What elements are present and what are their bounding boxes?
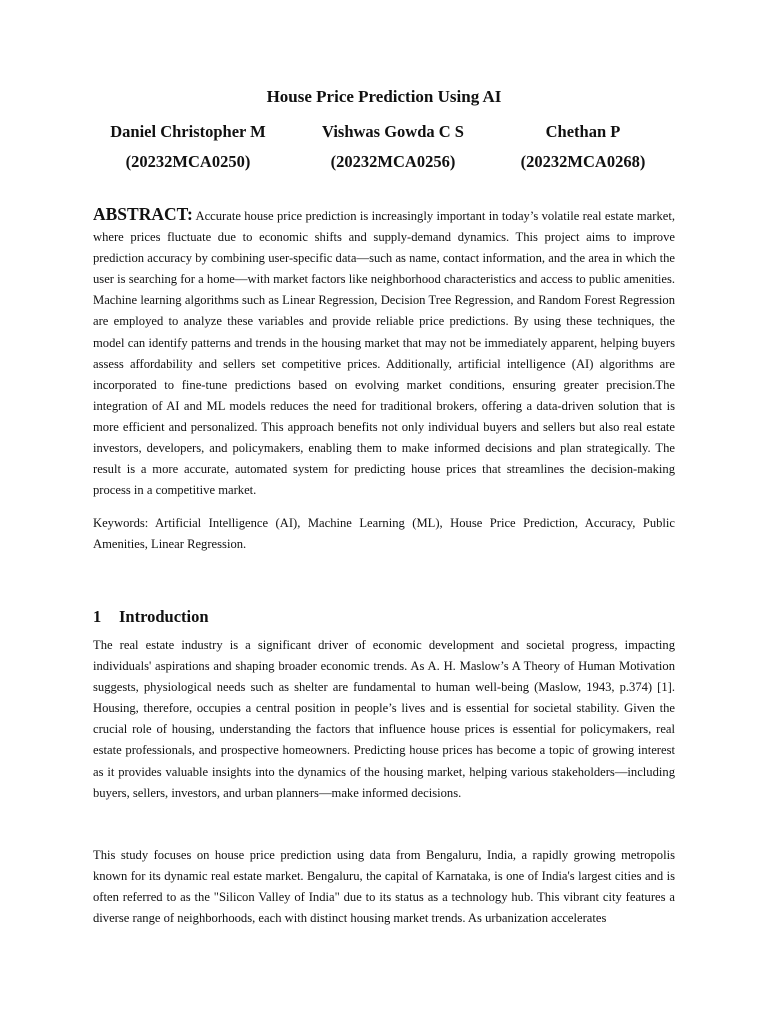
author-id: (20232MCA0250)	[125, 152, 251, 171]
author-id: (20232MCA0256)	[330, 152, 456, 171]
author-3	[478, 117, 688, 177]
paper-title: House Price Prediction Using AI	[266, 87, 502, 106]
keywords: Keywords: Artificial Intelligence (AI), Machine Learning (ML), House Price Prediction, Accuracy, Public Amenities, Linear Regression.	[93, 516, 675, 552]
section-heading	[93, 606, 209, 628]
abstract	[93, 204, 675, 501]
author-block	[93, 117, 675, 177]
author-name: Chethan P	[545, 122, 621, 141]
author-id: (20232MCA0268)	[520, 152, 646, 171]
author-2	[288, 117, 498, 177]
author-1	[83, 117, 293, 177]
abstract-text: Accurate house price prediction is increasingly important in today’s volatile real estate market, where prices fluctuate due to economic shifts and supply-demand dynamics. This project aims to improve prediction accuracy by combining user-specific data—such as name, contact information, and the area in which the user is searching for a home—with market factors like neighborhood characteristics and access to public amenities. Machine learning algorithms such as Linear Regression, Decision Tree Regression, and Random Forest Regression are employed to analyze these variables and provide reliable price predictions. By using these techniques, the model can identify patterns and trends in the housing market that may not be immediately apparent, helping buyers assess affordability and sellers set competitive prices. Additionally, artificial intelligence (AI) algorithms are incorporated to fine-tune predictions based on evolving market conditions, ensuring greater precision.The integration of AI and ML models reduces the need for traditional brokers, offering a data-driven solution that is more efficient and personalized. This approach benefits not only individual buyers and sellers but also real estate investors, developers, and policymakers, enabling them to make informed decisions and plan strategically. The result is a more accurate, automated system for predicting house prices that streamlines the decision-making process in a competitive market.	[93, 209, 675, 498]
author-name: Vishwas Gowda C S	[322, 122, 464, 141]
author-name: Daniel Christopher M	[110, 122, 266, 141]
section-number: 1	[93, 607, 102, 626]
paragraph-1: The real estate industry is a significant driver of economic development and societal progress, impacting individuals' aspirations and shaping broader economic trends. As A. H. Maslow’s A Theory of Human Motivation suggests, physiological needs such as shelter are fundamental to human well-being (Maslow, 1943, p.374) [1]. Housing, therefore, occupies a central position in people’s lives and is essential for societal stability. Given the crucial role of housing, understanding the factors that influence house prices is essential for policymakers, real estate professionals, and prospective homeowners. Predicting house prices has become a topic of growing interest as it provides valuable insights into the dynamics of the housing market, helping various stakeholders—including buyers, sellers, investors, and urban planners—make informed decisions.	[93, 638, 675, 800]
abstract-label: ABSTRACT:	[93, 204, 193, 224]
paragraph-2: This study focuses on house price prediction using data from Bengaluru, India, a rapidly growing metropolis known for its dynamic real estate market. Bengaluru, the capital of Karnataka, is one of India's largest cities and is often referred to as the "Silicon Valley of India" due to its status as a technology hub. This vibrant city features a diverse range of neighborhoods, each with distinct housing market trends. As urbanization accelerates	[93, 848, 675, 926]
section-title: Introduction	[119, 607, 209, 626]
